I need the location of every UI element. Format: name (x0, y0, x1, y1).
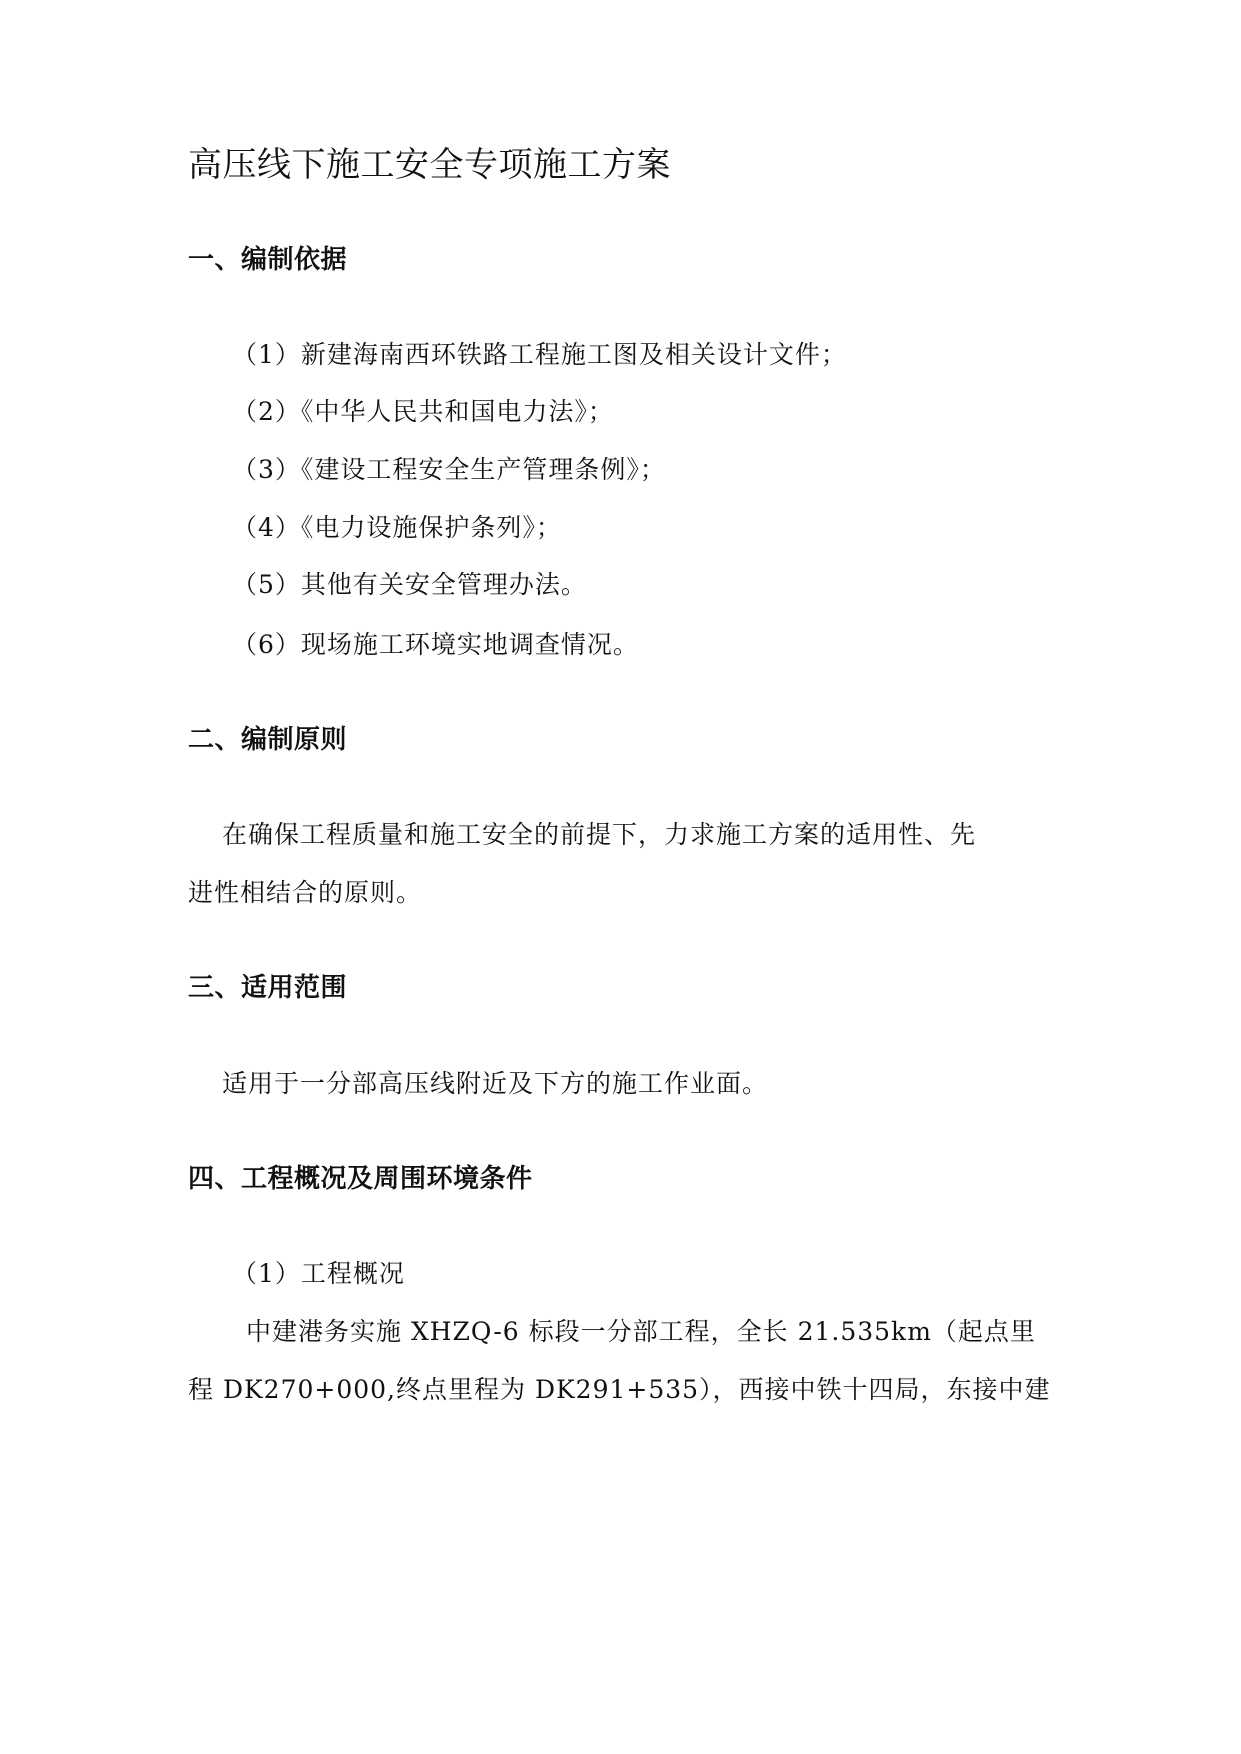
basis-item-3: （3）《建设工程安全生产管理条例》； (232, 455, 666, 484)
overview-subheading: （1）工程概况 (232, 1259, 405, 1288)
principle-paragraph-line-2: 进性相结合的原则。 (188, 878, 423, 907)
section-heading-scope: 三、适用范围 (188, 973, 348, 1003)
section-heading-principle: 二、编制原则 (188, 725, 348, 755)
section-heading-overview: 四、工程概况及周围环境条件 (188, 1164, 533, 1194)
basis-item-2: （2）《中华人民共和国电力法》； (232, 397, 614, 426)
basis-item-4: （4）《电力设施保护条列》； (232, 513, 562, 542)
basis-item-6: （6）现场施工环境实地调查情况。 (232, 630, 639, 659)
basis-item-5: （5）其他有关安全管理办法。 (232, 570, 587, 599)
scope-paragraph-line-1: 适用于一分部高压线附近及下方的施工作业面。 (222, 1069, 769, 1098)
document-title: 高压线下施工安全专项施工方案 (188, 145, 671, 185)
overview-paragraph-line-2: 程 DK270+000,终点里程为 DK291+535），西接中铁十四局，东接中建 (188, 1375, 1051, 1404)
basis-item-1: （1）新建海南西环铁路工程施工图及相关设计文件； (232, 340, 847, 369)
principle-paragraph-line-1: 在确保工程质量和施工安全的前提下，力求施工方案的适用性、先 (222, 820, 977, 849)
overview-paragraph-line-1: 中建港务实施 XHZQ-6 标段一分部工程，全长 21.535km（起点里 (246, 1317, 1036, 1346)
section-heading-basis: 一、编制依据 (188, 245, 348, 275)
